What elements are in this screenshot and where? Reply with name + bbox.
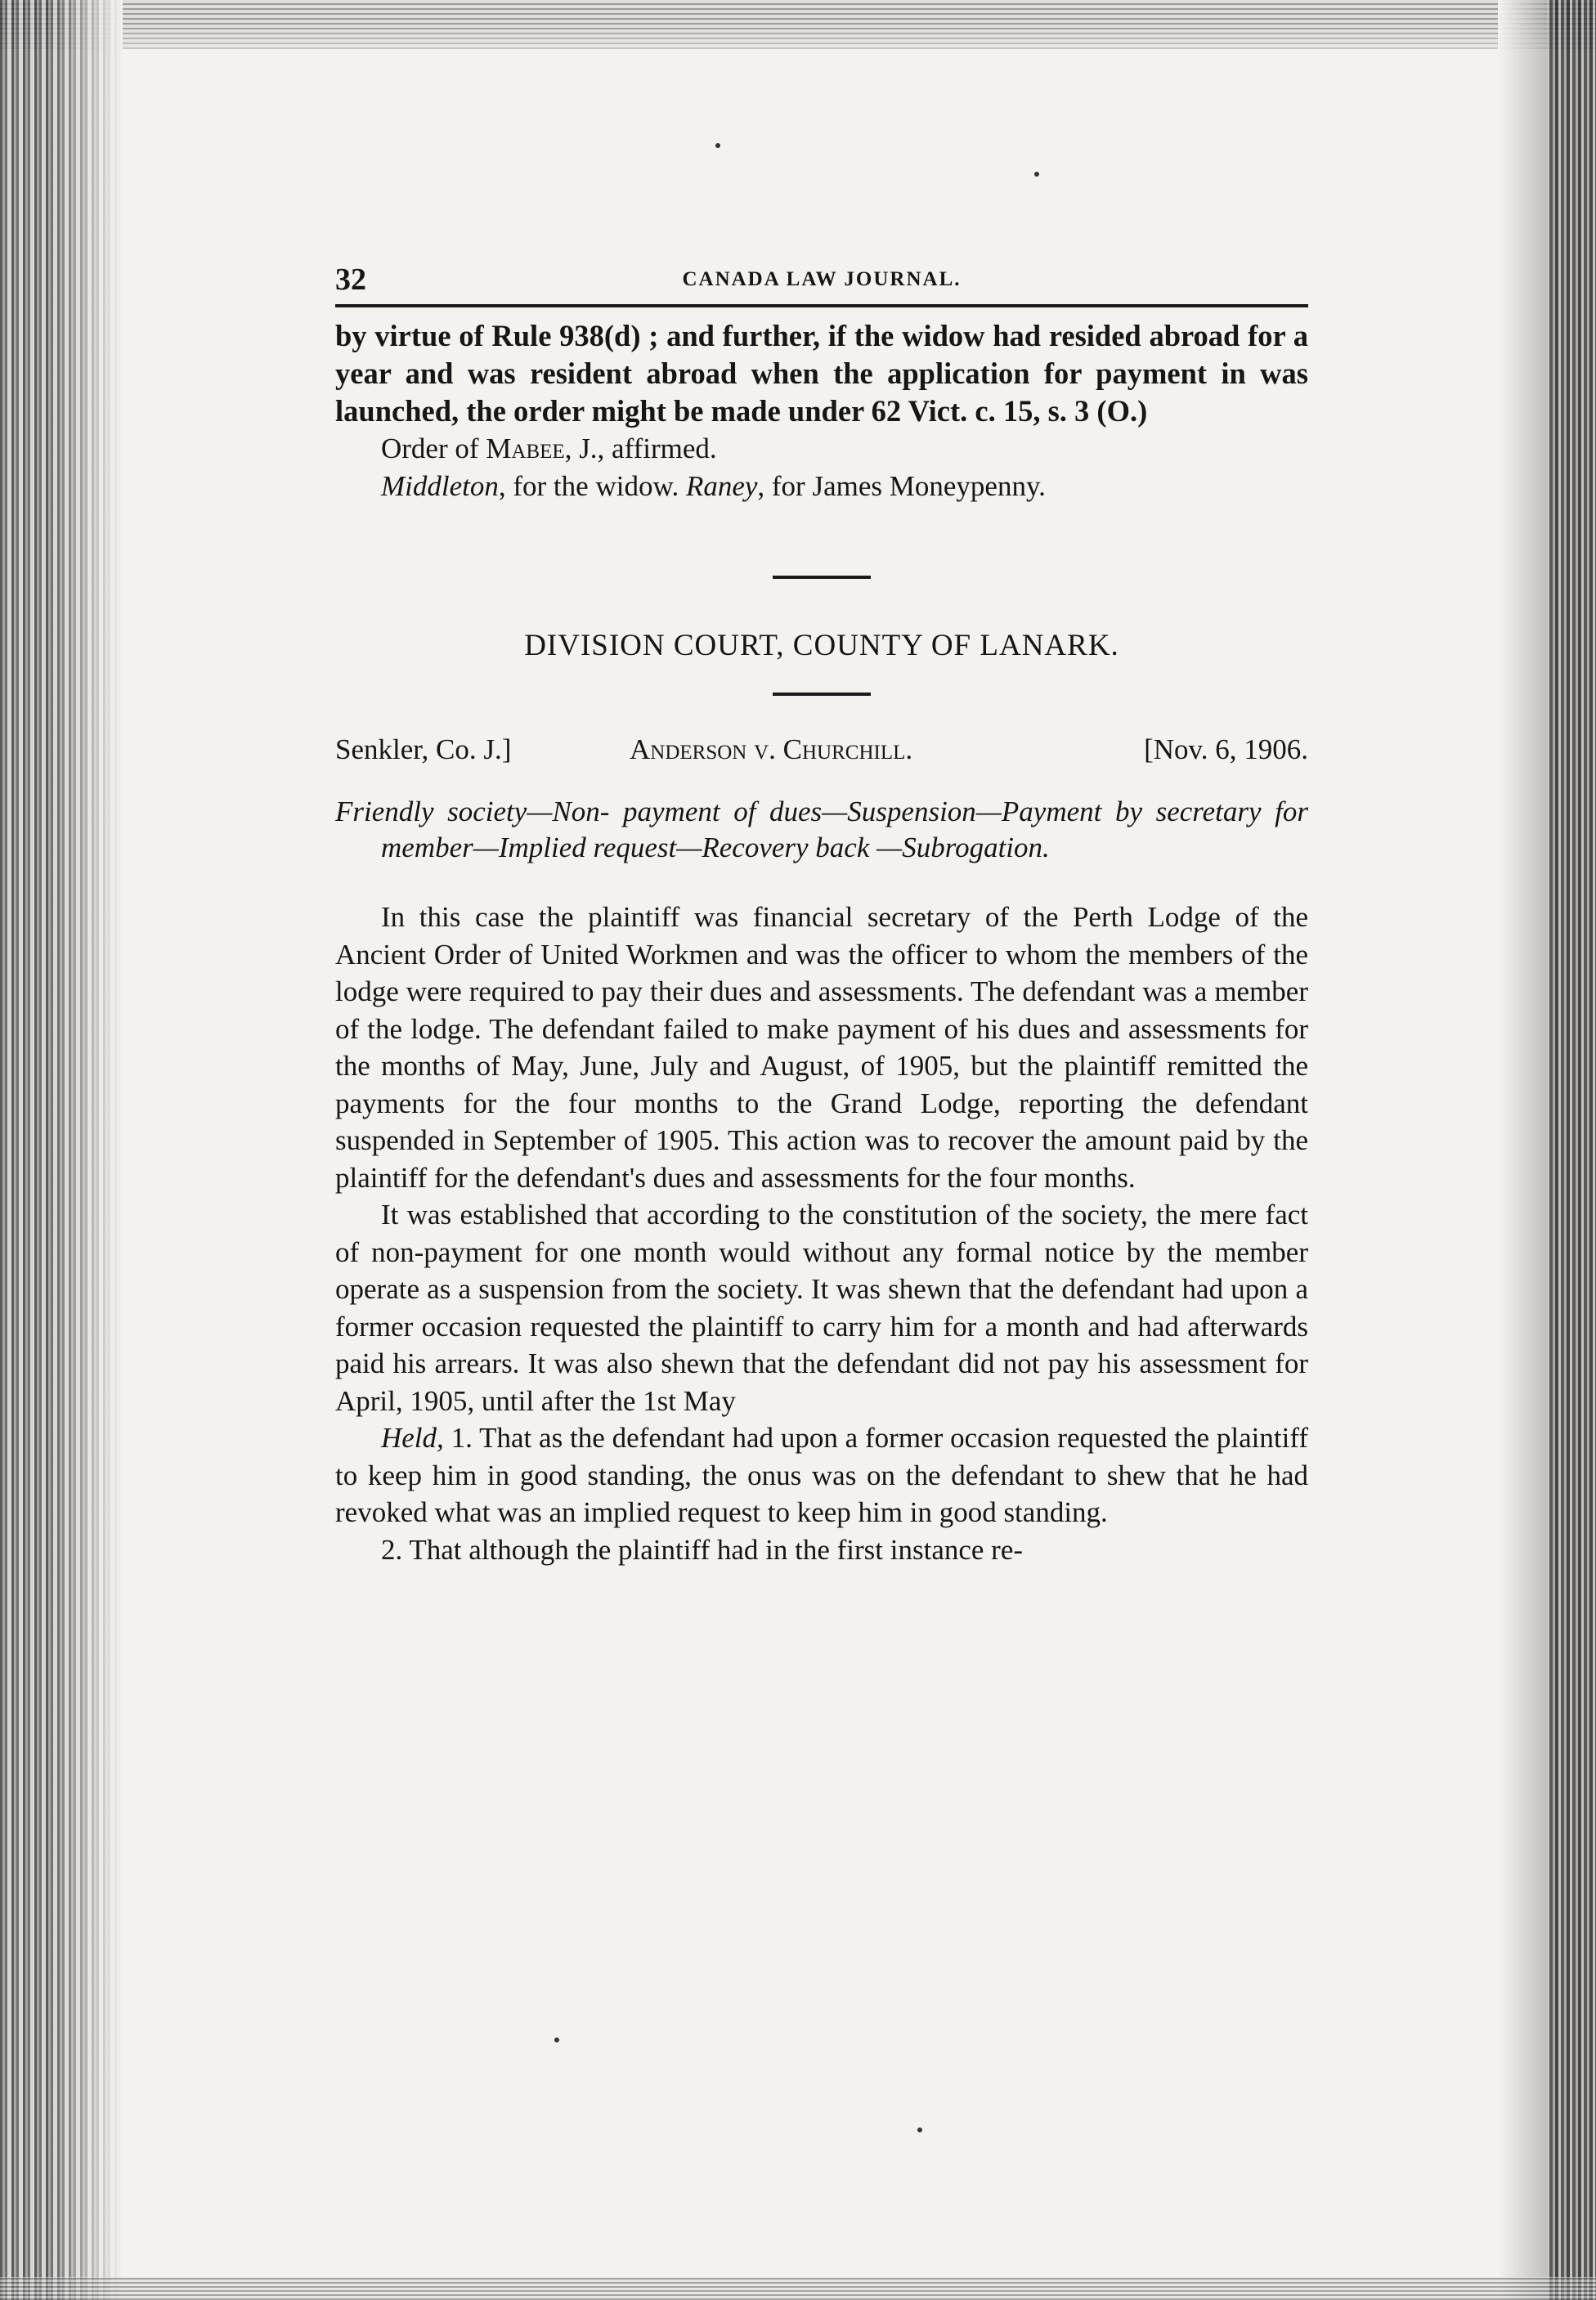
previous-case-continuation: by virtue of Rule 938(d) ; and further, if the widow had resided abroad for a year and was resident abroad when the application for payment in was launched, the order might be made under 62 Vict. c. 15, s. 3 (O.) [335, 319, 1308, 428]
page-number: 32 [335, 262, 366, 297]
held-label: Held, [381, 1422, 444, 1454]
body-paragraph-3 [335, 1419, 1308, 1531]
counsel-1-role: , for the widow. [498, 470, 679, 502]
speck [1034, 172, 1039, 177]
case-parties: Anderson v. Churchill. [630, 733, 913, 765]
case-citation-line [335, 733, 1308, 773]
counsel-1-name: Middleton [381, 470, 499, 502]
journal-page [335, 262, 1308, 1568]
scan-edge-top-fade [0, 25, 1596, 74]
speck [917, 2127, 922, 2132]
counsel-2-name: Raney [685, 470, 758, 502]
order-judge: Mabee [486, 433, 565, 464]
body-paragraph-4: 2. That although the plaintiff had in the first instance re- [381, 1533, 1024, 1566]
case-body [335, 899, 1308, 1568]
running-head [335, 262, 1308, 307]
case-date: [Nov. 6, 1906. [1144, 733, 1308, 765]
case-catchwords: Friendly society—Non- payment of dues—Suspension—Payment by secretary for member—Implied request—Recovery back —Subrogation. [335, 796, 1308, 863]
journal-title: CANADA LAW JOURNAL. [682, 268, 962, 290]
scan-edge-right [1547, 0, 1596, 2300]
scan-edge-left-fade [49, 0, 123, 2300]
speck [554, 2038, 559, 2042]
order-suffix: , J., affirmed. [564, 433, 717, 464]
speck [715, 143, 720, 148]
counsel-2-role: , for James Moneypenny. [757, 470, 1046, 502]
court-heading: DIVISION COURT, COUNTY OF LANARK. [524, 629, 1119, 662]
body-paragraph-2: It was established that according to the constitution of the society, the mere fact of non-payment for one month would without any formal notice by the member operate as a suspension from the society. It was shewn that the defendant had upon a former occasion requested the plaintiff to carry him for a month and had afterwards paid his arrears. It was also shewn that the defendant did not pay his assessment for April, 1905, until after the 1st May [335, 1199, 1308, 1417]
heading-divider [773, 693, 871, 696]
order-line [335, 430, 1308, 468]
section-divider [773, 576, 871, 579]
counsel-line [335, 468, 1308, 505]
held-text: 1. That as the defendant had upon a former occasion requested the plaintiff to keep him in good standing, the onus was on the defendant to shew that he had revoked what was an implied request to keep him in good standing. [335, 1422, 1308, 1528]
scan-edge-bottom [0, 2277, 1596, 2300]
case-judge: Senkler, Co. J.] [335, 733, 512, 765]
scan-edge-right-fade [1498, 0, 1547, 2300]
body-paragraph-1: In this case the plaintiff was financial secretary of the Perth Lodge of the Ancient Order of United Workmen and was the officer to whom the members of the lodge were required to pay their dues and assessments. The defendant was a member of the lodge. The defendant failed to make payment of his dues and assessments for the months of May, June, July and August, of 1905, but the plaintiff remitted the payments for the four months to the Grand Lodge, reporting the defendant suspended in September of 1905. This action was to recover the amount paid by the plaintiff for the defendant's dues and assessments for the four months. [335, 901, 1308, 1194]
order-prefix: Order of [381, 433, 479, 464]
